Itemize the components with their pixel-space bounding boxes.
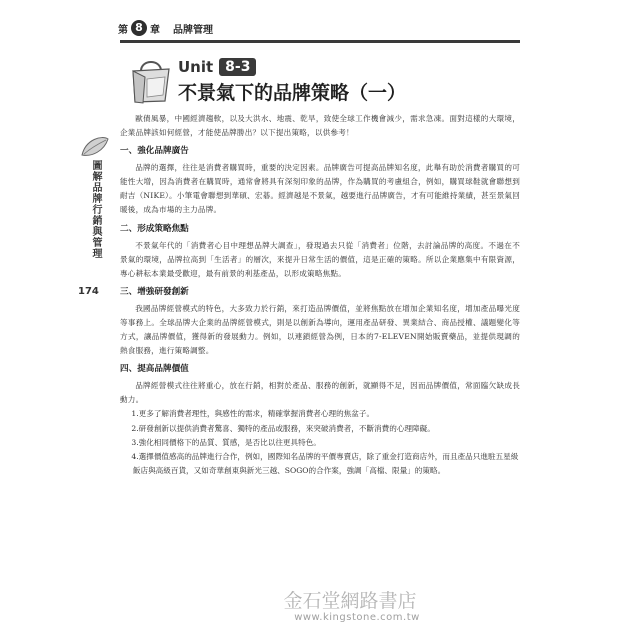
- watermark-url: www.kingstone.com.tw: [294, 612, 420, 623]
- shopping-bag-icon: [125, 55, 177, 105]
- unit-title: 不景氣下的品牌策略（一）: [178, 82, 407, 104]
- section-text-2: 不景氣年代的「消費者心目中理想品牌大調查」，發現過去只從「消費者」位階，去討論品牌的高度。不過在不景氣的環境，品牌拉高到「生活者」的層次，來提升日常生活的價值，這是正確的策略。所以企業應集中有限資源，專心耕耘本業最受歡迎，最有前景的利基產品，以形成策略焦點。: [120, 240, 520, 278]
- section-text-3: 我國品牌經營模式的特色，大多致力於行銷，來打造品牌價值，並將焦點放在增加企業知名度，增加產品曝光度等事務上。全球品牌大企業的品牌經營模式，則是以創新為導向，運用產品研發、異業結合、商品授權、議題變化等方式，讓品牌價值，獲得新的發展動力。例如，以連鎖經營為例，日本的7-ELEVEN開始販賣藥品，並提供現調的熱食服務，進行策略調整。: [120, 303, 520, 356]
- section-text-4: 品牌經營模式往往將重心，放在行銷，相對於產品、服務的創新，就顯得不足，因而品牌價值，常面臨欠缺成長動力。: [120, 381, 520, 405]
- list-item: 1.更多了解消費者理性，與感性的需求，精確掌握消費者心理的焦盆子。: [131, 409, 375, 419]
- unit-number-badge: 8-3: [219, 58, 256, 76]
- list-item: 2.研發創新以提供消費者驚喜、獨特的產品或服務，來突破消費者，不斷消費的心理障礙。: [131, 423, 435, 433]
- page-number: 174: [78, 286, 99, 297]
- chapter-header: [118, 20, 213, 36]
- chapter-suffix: 章: [150, 24, 160, 36]
- article-body: [120, 112, 520, 478]
- intro-paragraph: 歐債風暴，中國經濟趨軟，以及大洪水、地震、乾旱，致使全球工作機會減少，需求急凍。面對這樣的大環境，企業品牌該如何經營，才能使品牌勝出？以下提出策略，以供參考！: [120, 114, 520, 138]
- side-book-title: 圖解品牌行銷與管理: [90, 160, 101, 259]
- unit-word: Unit: [178, 58, 214, 76]
- chapter-title: 品牌管理: [173, 24, 213, 36]
- section-heading-3: 三、增強研發創新: [120, 286, 189, 297]
- chapter-number-badge: 8: [131, 20, 147, 36]
- section-text-1: 品牌的選擇，往往是消費者購買時，重要的決定因素。品牌廣告可提高品牌知名度，此舉有助於消費者購買的可能性大增，因為消費者在購買時，通常會將具有深刻印象的品牌，作為購買的考慮組合，例如，購買球鞋就會聯想到耐吉（NIKE）。小筆電會聯想到華碩、宏碁。經濟越是不景氣，越要進行品牌廣告，才有可能維持業績，甚至景氣回暖後，成為市場的主力品牌。: [120, 163, 520, 215]
- section-heading-1: 一、強化品牌廣告: [120, 146, 189, 157]
- leaf-icon: [80, 135, 110, 159]
- list-item: 3.強化相同價格下的品質、質感，是否比以往更具特色。: [131, 437, 321, 447]
- section-heading-4: 四、提高品牌價值: [120, 364, 189, 375]
- watermark-text: 金石堂網路書店: [283, 590, 417, 612]
- unit-label: [178, 58, 256, 76]
- list-item: 4.選擇價值感高的品牌進行合作，例如，國際知名品牌的平價專賣店，除了重金打造商店外，而且產品只進駐五星級飯店與高級百貨，又如奇華創東與新光三越、SOGO的合作案，強調「高檔、限量」的策略。: [131, 451, 519, 475]
- chapter-prefix: 第: [118, 24, 128, 36]
- section-heading-2: 二、形成策略焦點: [120, 223, 189, 234]
